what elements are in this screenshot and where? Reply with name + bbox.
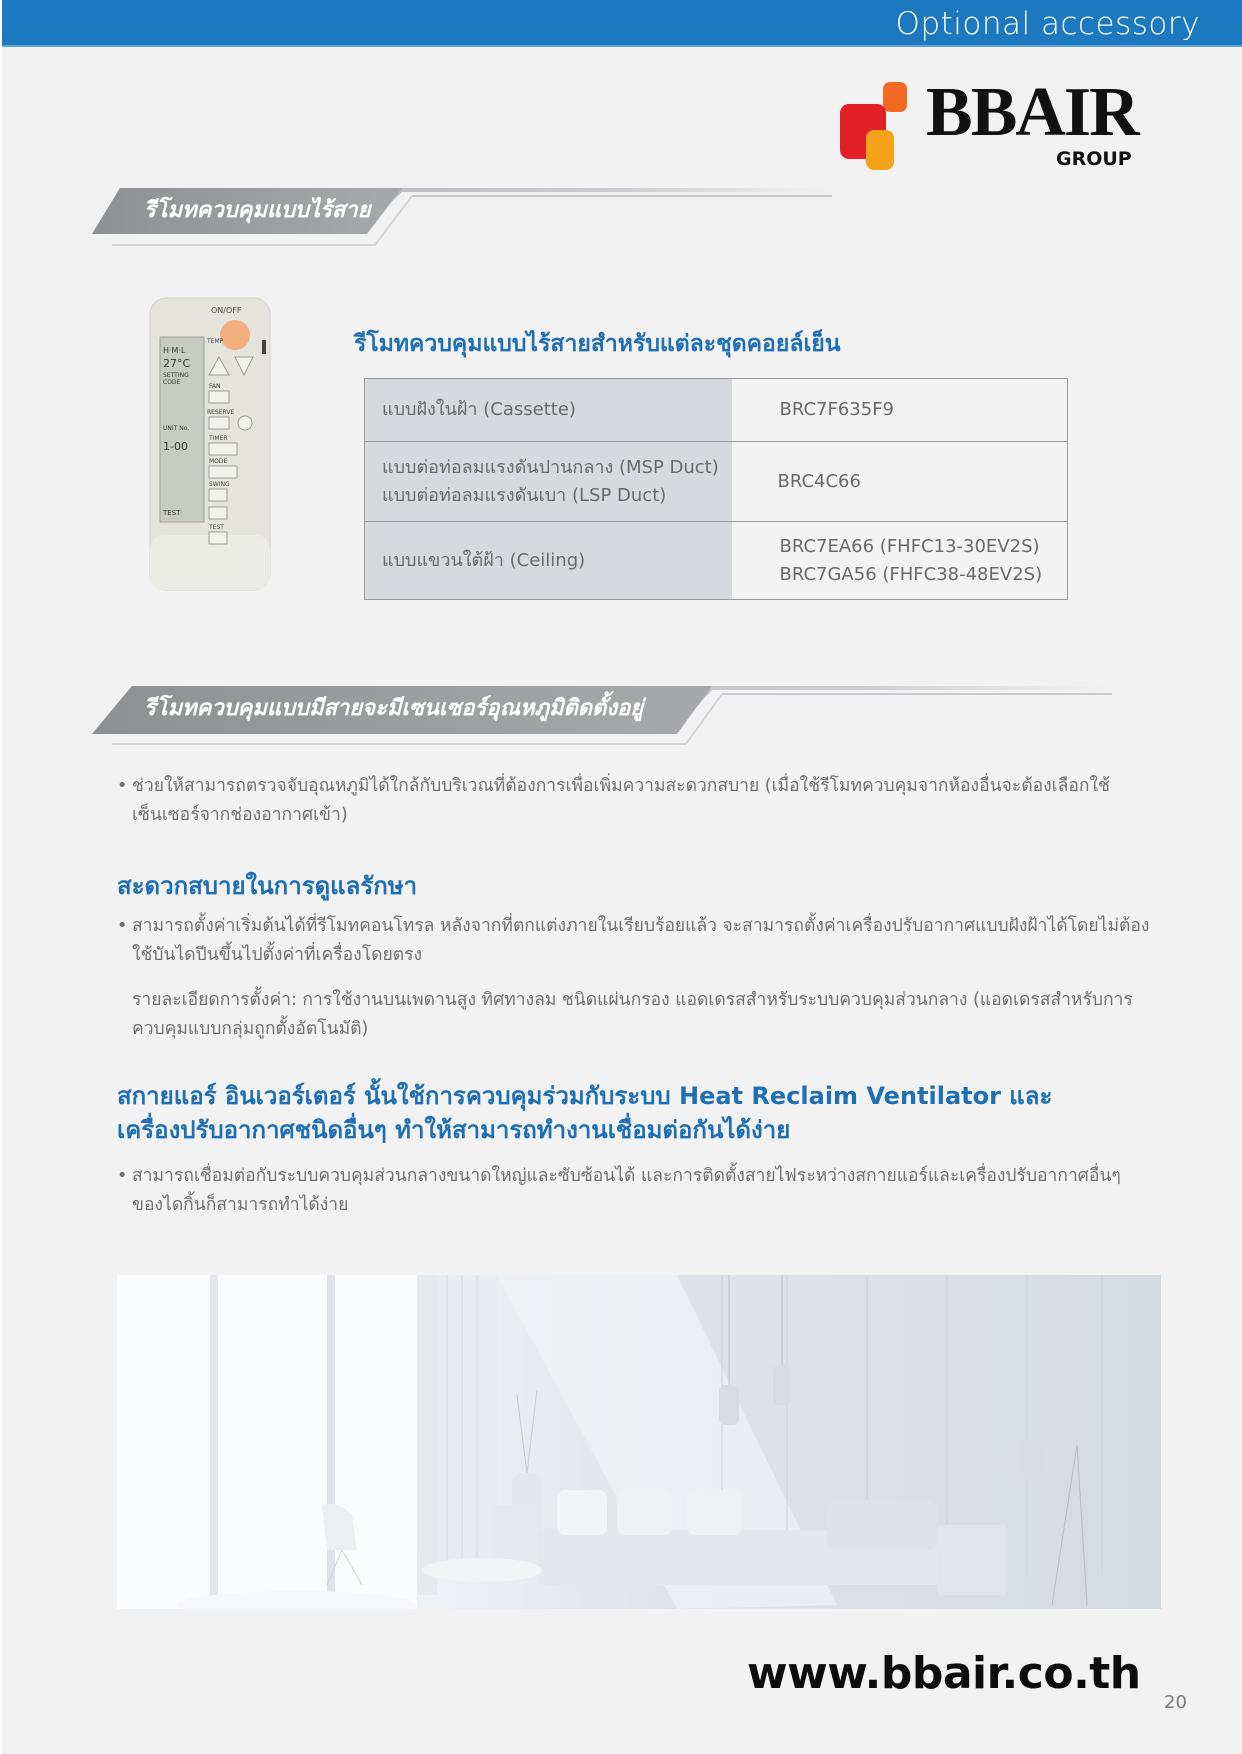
section-banner-wired xyxy=(92,680,1112,750)
svg-text:SWING: SWING xyxy=(209,481,230,488)
model-text: BRC7EA66 (FHFC13-30EV2S) xyxy=(779,535,1040,557)
svg-text:ON/OFF: ON/OFF xyxy=(211,306,242,315)
banner-label: รีโมทควบคุมแบบไร้สาย xyxy=(144,198,371,223)
living-room-photo xyxy=(117,1275,1161,1609)
bullet-text: • สามารถเชื่อมต่อกับระบบควบคุมส่วนกลางขนาดใหญ่และซับซ้อนได้ และการติดตั้งสายไฟระหว่างสกายแอร์และเครื่องปรับอากาศอื่นๆ ของไดกิ้นก็สามารถทำได้ง่าย xyxy=(117,1162,1157,1220)
remote-controller-image xyxy=(147,295,275,595)
unit-type-text: แบบต่อท่อลมแรงดันปานกลาง (MSP Duct) xyxy=(382,456,719,478)
svg-text:TEST: TEST xyxy=(163,509,181,517)
section-banner-wireless xyxy=(92,182,832,252)
table-title: รีโมทควบคุมแบบไร้สายสำหรับแต่ละชุดคอยล์เย็น xyxy=(354,331,841,357)
unit-type-cell xyxy=(365,379,732,442)
bullet-central-control xyxy=(117,1162,1157,1220)
svg-text:TEST: TEST xyxy=(209,524,224,531)
header-title: Optional accessory xyxy=(895,6,1200,42)
unit-type-text: แบบต่อท่อลมแรงดันเบา (LSP Duct) xyxy=(382,484,667,506)
svg-text:1-00: 1-00 xyxy=(163,440,188,453)
banner-label: รีโมทควบคุมแบบมีสายจะมีเซนเซอร์อุณหภูมิติดตั้งอยู่ xyxy=(144,696,644,721)
bullet-initial-setting xyxy=(117,912,1157,970)
bullet-text: • สามารถตั้งค่าเริ่มต้นได้ที่รีโมทคอนโทรล หลังจากที่ตกแต่งภายในเรียบร้อยแล้ว จะสามารถตั้งค่าเครื่องปรับอากาศแบบฝังฝ้าได้โดยไม่ต้องใช้บันไดปีนขึ้นไปตั้งค่าที่เครื่องโดยตรง xyxy=(117,912,1157,970)
model-text: BRC4C66 xyxy=(777,470,861,492)
unit-type-text: แบบฝังในฝ้า (Cassette) xyxy=(382,399,576,420)
table-row xyxy=(365,442,1068,522)
table-row xyxy=(365,379,1068,442)
logo-subtext: GROUP xyxy=(1056,148,1132,170)
page-number: 20 xyxy=(1164,1692,1187,1713)
website-url[interactable]: www.bbair.co.th xyxy=(747,1648,1141,1699)
remote-model-table xyxy=(364,378,1068,600)
svg-text:MODE: MODE xyxy=(209,458,228,465)
svg-text:CODE: CODE xyxy=(163,379,181,386)
svg-text:UNIT No.: UNIT No. xyxy=(163,425,190,432)
svg-text:RESERVE: RESERVE xyxy=(207,409,235,416)
bbair-logo[interactable] xyxy=(840,74,1150,172)
model-cell xyxy=(732,522,1068,600)
svg-text:H·M·L: H·M·L xyxy=(163,346,186,355)
model-text: BRC7F635F9 xyxy=(779,399,894,420)
svg-text:FAN: FAN xyxy=(209,383,221,390)
svg-text:SETTING: SETTING xyxy=(163,372,189,379)
logo-text: BBAIR xyxy=(926,74,1138,151)
setting-details: รายละเอียดการตั้งค่า: การใช้งานบนเพดานสูง ทิศทางลม ชนิดแผ่นกรอง แอดเดรสสำหรับระบบควบคุมส่วนกลาง (แอดเดรสสำหรับการควบคุมแบบกลุ่มถูกตั้งอัตโนมัติ) xyxy=(132,990,1133,1039)
header-bar xyxy=(2,0,1242,47)
unit-type-cell xyxy=(365,442,732,522)
heading-hrv-integration: สกายแอร์ อินเวอร์เตอร์ นั้นใช้การควบคุมร่วมกับระบบ Heat Reclaim Ventilator และเครื่องปรับอากาศชนิดอื่นๆ ทำให้สามารถทำงานเชื่อมต่อกันได้ง่าย xyxy=(117,1082,1053,1144)
svg-text:TIMER: TIMER xyxy=(209,435,228,442)
model-cell xyxy=(732,379,1068,442)
unit-type-text: แบบแขวนใต้ฝ้า (Ceiling) xyxy=(382,549,586,571)
model-cell xyxy=(732,442,1068,522)
bullet-text: • ช่วยให้สามารถตรวจจับอุณหภูมิได้ใกล้กับบริเวณที่ต้องการเพื่อเพิ่มความสะดวกสบาย (เมื่อใช้รีโมทควบคุมจากห้องอื่นจะต้องเลือกใช้เซ็นเซอร์จากช่องอากาศเข้า) xyxy=(117,772,1157,830)
logo-mark-icon xyxy=(840,82,920,172)
unit-type-cell xyxy=(365,522,732,600)
table-row xyxy=(365,522,1068,600)
model-text: BRC7GA56 (FHFC38-48EV2S) xyxy=(779,563,1043,585)
svg-text:TEMP: TEMP xyxy=(207,338,224,345)
bullet-sensor xyxy=(117,772,1157,830)
heading-maintenance: สะดวกสบายในการดูแลรักษา xyxy=(117,872,418,900)
svg-text:27°C: 27°C xyxy=(163,357,191,370)
